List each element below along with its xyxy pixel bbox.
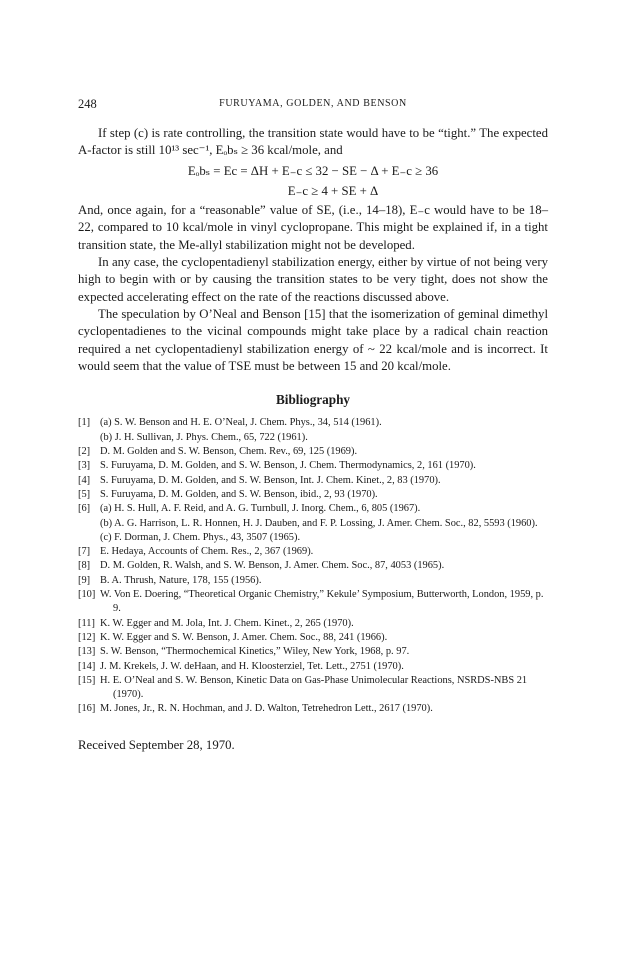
- reference-number: [3]: [78, 460, 91, 472]
- reference-text: K. W. Egger and S. W. Benson, J. Amer. Chem. Soc., 88, 241 (1966).: [100, 631, 388, 643]
- reference-number: [5]: [78, 488, 91, 500]
- received-date: Received September 28, 1970.: [78, 737, 235, 752]
- reference-text: (a) H. S. Hull, A. F. Reid, and A. G. Turnbull, J. Inorg. Chem., 6, 805 (1967).: [100, 503, 421, 515]
- reference-text: B. A. Thrush, Nature, 178, 155 (1956).: [100, 574, 262, 586]
- reference-item: [78, 459, 548, 473]
- equation: Eₒbₛ = Ec = ΔH + E₋c ≤ 32 − SE − Δ + E₋c ≥ 36: [187, 163, 439, 178]
- reference-item: [78, 660, 548, 674]
- reference-list: [78, 416, 548, 716]
- reference-text: S. Furuyama, D. M. Golden, and S. W. Benson, ibid., 2, 93 (1970).: [100, 488, 378, 500]
- reference-text: J. M. Krekels, J. W. deHaan, and H. Kloosterziel, Tet. Lett., 2751 (1970).: [100, 660, 404, 672]
- reference-item: [78, 631, 548, 645]
- article-body: [78, 125, 548, 754]
- bibliography-title: Bibliography: [275, 392, 351, 408]
- reference-item: [78, 674, 548, 703]
- reference-text: W. Von E. Doering, “Theoretical Organic Chemistry,” Kekule’ Symposium, Butterworth, London, 1959, p. 9.: [100, 589, 544, 615]
- reference-text: S. W. Benson, “Thermochemical Kinetics,” Wiley, New York, 1968, p. 97.: [100, 646, 410, 658]
- reference-text: (a) S. W. Benson and H. E. O’Neal, J. Chem. Phys., 34, 514 (1961).: [100, 417, 382, 429]
- page-header: [78, 97, 548, 113]
- paragraph: In any case, the cyclopentadienyl stabilization energy, either by virtue of not being very high to begin with or by causing the transition states to be very tight, does not show the expected accelerating effect on the rate of the reactions discussed above.: [78, 255, 548, 304]
- reference-text: (c) F. Dorman, J. Chem. Phys., 43, 3507 (1965).: [100, 531, 301, 543]
- reference-number: [4]: [78, 474, 91, 486]
- page-number: 248: [78, 97, 97, 111]
- reference-item: [78, 517, 548, 531]
- reference-number: [8]: [78, 560, 91, 572]
- paragraph: If step (c) is rate controlling, the transition state would have to be “tight.” The expected A-factor is still 10¹³ sec⁻¹, Eₒbₛ ≥ 36 kcal/mole, and: [78, 126, 548, 158]
- reference-item: [78, 488, 548, 502]
- reference-item: [78, 645, 548, 659]
- reference-number: [15]: [78, 674, 96, 686]
- reference-item: [78, 474, 548, 488]
- reference-text: S. Furuyama, D. M. Golden, and S. W. Benson, Int. J. Chem. Kinet., 2, 83 (1970).: [100, 474, 441, 486]
- reference-number: [16]: [78, 703, 96, 715]
- reference-text: (b) J. H. Sullivan, J. Phys. Chem., 65, 722 (1961).: [100, 431, 308, 443]
- reference-item: [78, 545, 548, 559]
- reference-item: [78, 574, 548, 588]
- reference-text: D. M. Golden, R. Walsh, and S. W. Benson, J. Amer. Chem. Soc., 87, 4053 (1965).: [100, 560, 445, 572]
- reference-number: [11]: [78, 617, 95, 629]
- reference-item: [78, 559, 548, 573]
- reference-item: [78, 445, 548, 459]
- equation: E₋c ≥ 4 + SE + Δ: [287, 183, 379, 198]
- reference-number: [10]: [78, 589, 96, 601]
- reference-text: M. Jones, Jr., R. N. Hochman, and J. D. Walton, Tetrehedron Lett., 2617 (1970).: [100, 703, 433, 715]
- reference-item: [78, 531, 548, 545]
- reference-number: [13]: [78, 646, 96, 658]
- paragraph: And, once again, for a “reasonable” value of SE, (i.e., 14–18), E₋c would have to be 18–22, compared to 10 kcal/mole in vinyl cyclopropane. This might be explained if, in a tight transition state, the Me-allyl stabilization might not be developed.: [78, 203, 548, 252]
- running-head: FURUYAMA, GOLDEN, AND BENSON: [219, 98, 407, 109]
- reference-text: E. Hedaya, Accounts of Chem. Res., 2, 367 (1969).: [100, 546, 314, 558]
- reference-text: S. Furuyama, D. M. Golden, and S. W. Benson, J. Chem. Thermodynamics, 2, 161 (1970).: [100, 460, 476, 472]
- reference-number: [6]: [78, 503, 91, 515]
- reference-number: [7]: [78, 546, 91, 558]
- reference-item: [78, 617, 548, 631]
- reference-number: [12]: [78, 631, 96, 643]
- reference-item: [78, 588, 548, 617]
- reference-number: [1]: [78, 417, 91, 429]
- reference-number: [14]: [78, 660, 96, 672]
- reference-item: [78, 416, 548, 430]
- reference-text: D. M. Golden and S. W. Benson, Chem. Rev., 69, 125 (1969).: [100, 446, 358, 458]
- paragraph: The speculation by O’Neal and Benson [15] that the isomerization of geminal dimethyl cyclopentadienes to the vicinal compounds might take place by a radical chain reaction required a net cyclopentadienyl stabilization energy of ~ 22 kcal/mole and is incorrect. It would seem that the value of TSE must be between 15 and 20 kcal/mole.: [78, 306, 548, 373]
- reference-text: K. W. Egger and M. Jola, Int. J. Chem. Kinet., 2, 265 (1970).: [100, 617, 354, 629]
- reference-text: H. E. O’Neal and S. W. Benson, Kinetic Data on Gas-Phase Unimolecular Reactions, NSRDS-NBS 21 (1970).: [100, 674, 528, 701]
- reference-number: [9]: [78, 574, 91, 586]
- reference-text: (b) A. G. Harrison, L. R. Honnen, H. J. Dauben, and F. P. Lossing, J. Amer. Chem. Soc., 82, 5593 (1960).: [100, 517, 538, 529]
- reference-number: [2]: [78, 446, 91, 458]
- reference-item: [78, 702, 548, 716]
- reference-item: [78, 502, 548, 516]
- reference-item: [78, 431, 548, 445]
